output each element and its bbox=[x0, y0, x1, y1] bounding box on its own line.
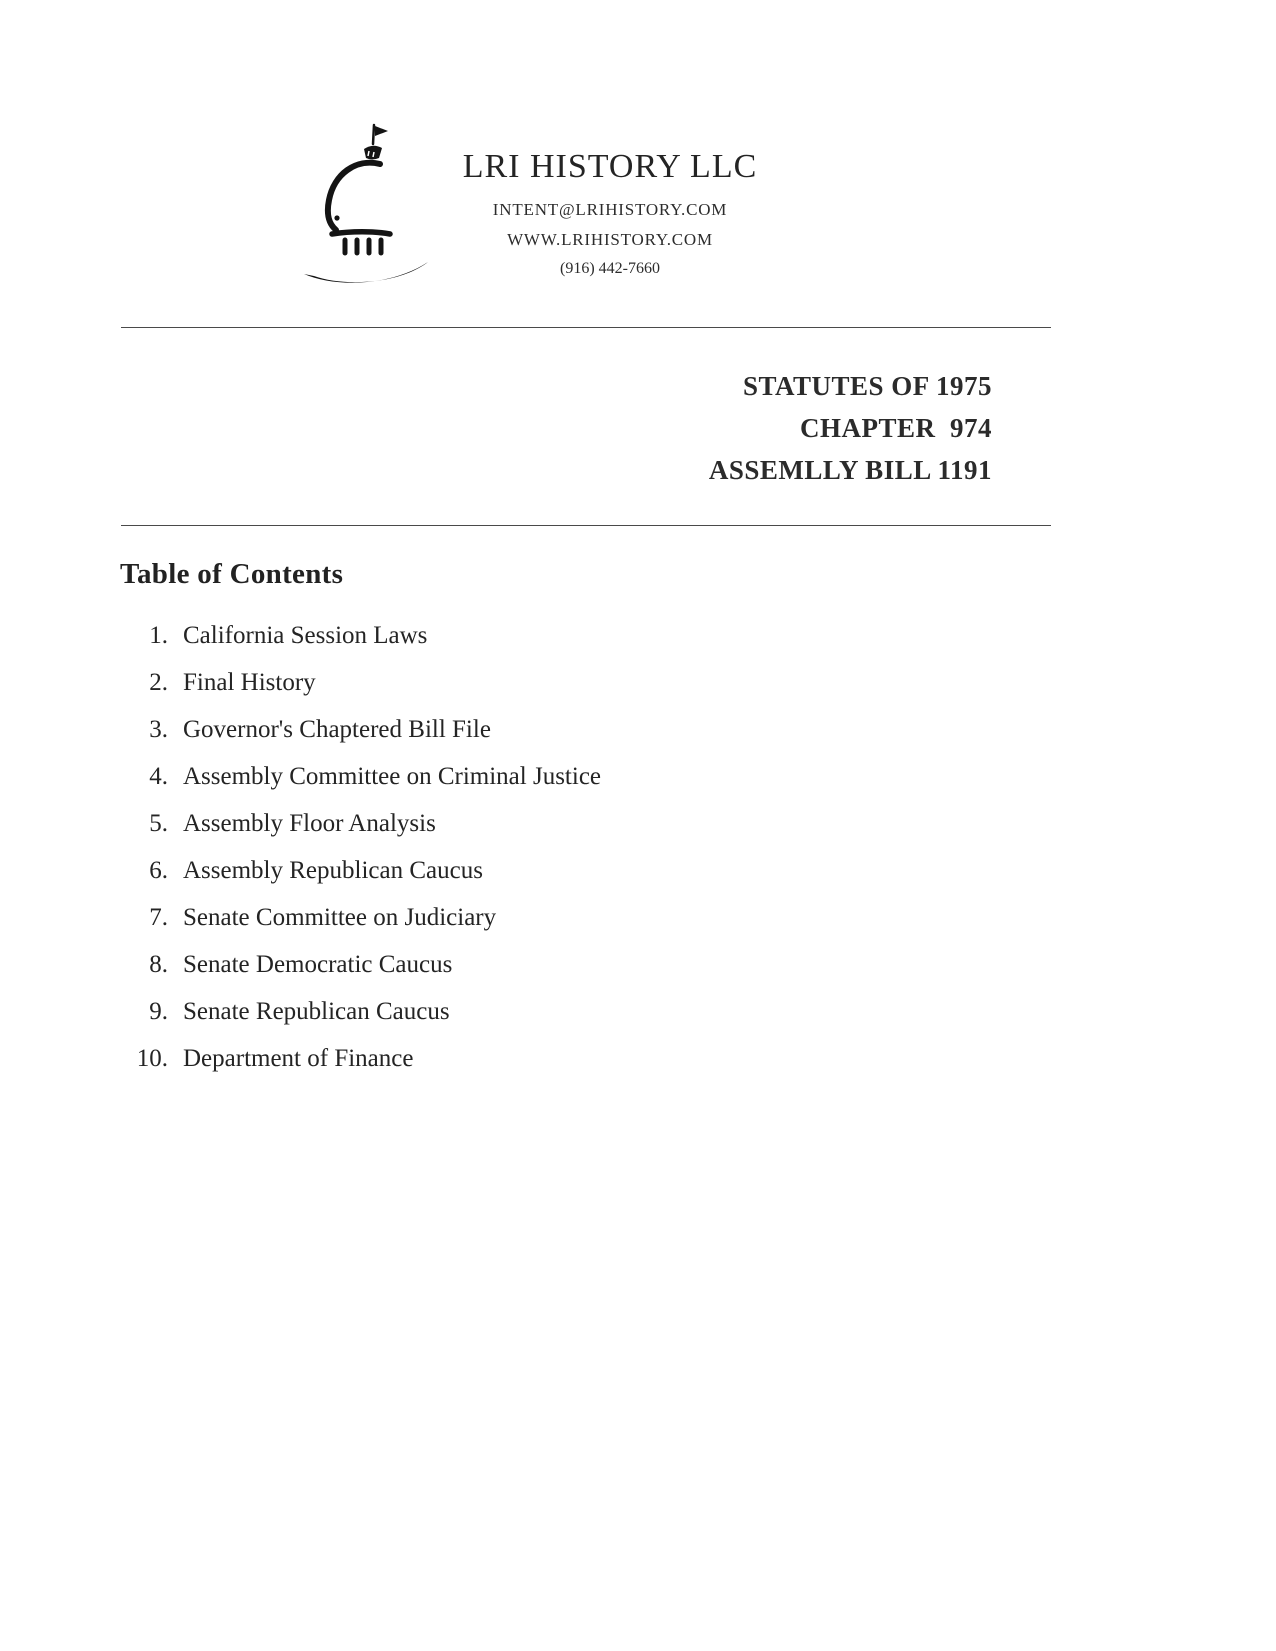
letterhead bbox=[420, 148, 800, 278]
toc-item-number: 8. bbox=[149, 951, 168, 978]
company-phone: (916) 442-7660 bbox=[560, 260, 660, 277]
toc-item bbox=[120, 998, 1020, 1045]
toc-item-label: Senate Democratic Caucus bbox=[183, 951, 453, 978]
toc-item-number: 2. bbox=[149, 669, 168, 696]
toc-item-number: 7. bbox=[149, 904, 168, 931]
toc-item-label: Assembly Republican Caucus bbox=[183, 857, 483, 884]
statute-title-block bbox=[709, 365, 992, 491]
toc-item bbox=[120, 904, 1020, 951]
toc-heading: Table of Contents bbox=[120, 558, 344, 590]
toc-item-label: Assembly Floor Analysis bbox=[183, 810, 436, 837]
toc-item-label: California Session Laws bbox=[183, 622, 428, 649]
toc-item-number: 6. bbox=[149, 857, 168, 884]
divider-middle bbox=[121, 525, 1051, 526]
toc-item bbox=[120, 857, 1020, 904]
toc-item-number: 9. bbox=[149, 998, 168, 1025]
toc-item bbox=[120, 716, 1020, 763]
toc-item-number: 10. bbox=[136, 1045, 168, 1072]
chapter-line: CHAPTER 974 bbox=[799, 413, 992, 443]
company-name: LRI HISTORY LLC bbox=[462, 148, 758, 185]
statutes-line: STATUTES OF 1975 bbox=[742, 371, 992, 401]
toc-item bbox=[120, 763, 1020, 810]
toc-item-label: Senate Committee on Judiciary bbox=[183, 904, 497, 931]
toc-item-label: Department of Finance bbox=[183, 1045, 414, 1072]
toc-item bbox=[120, 951, 1020, 998]
toc-item-number: 5. bbox=[149, 810, 168, 837]
toc-item bbox=[120, 622, 1020, 669]
toc-list bbox=[120, 622, 1020, 1092]
toc-item bbox=[120, 810, 1020, 857]
toc-item-number: 4. bbox=[149, 763, 168, 790]
toc-item-label: Final History bbox=[183, 669, 316, 696]
toc-item-label: Governor's Chaptered Bill File bbox=[183, 716, 491, 743]
toc-item bbox=[120, 669, 1020, 716]
toc-item-number: 3. bbox=[149, 716, 168, 743]
toc-item bbox=[120, 1045, 1020, 1092]
assembly-bill-line: ASSEMLLY BILL 1191 bbox=[708, 455, 992, 485]
toc-item-number: 1. bbox=[149, 622, 168, 649]
toc-item-label: Senate Republican Caucus bbox=[183, 998, 450, 1025]
company-email: INTENT@LRIHISTORY.COM bbox=[492, 200, 728, 219]
toc-item-label: Assembly Committee on Criminal Justice bbox=[183, 763, 602, 790]
divider-top bbox=[121, 327, 1051, 328]
company-website: WWW.LRIHISTORY.COM bbox=[507, 230, 713, 249]
